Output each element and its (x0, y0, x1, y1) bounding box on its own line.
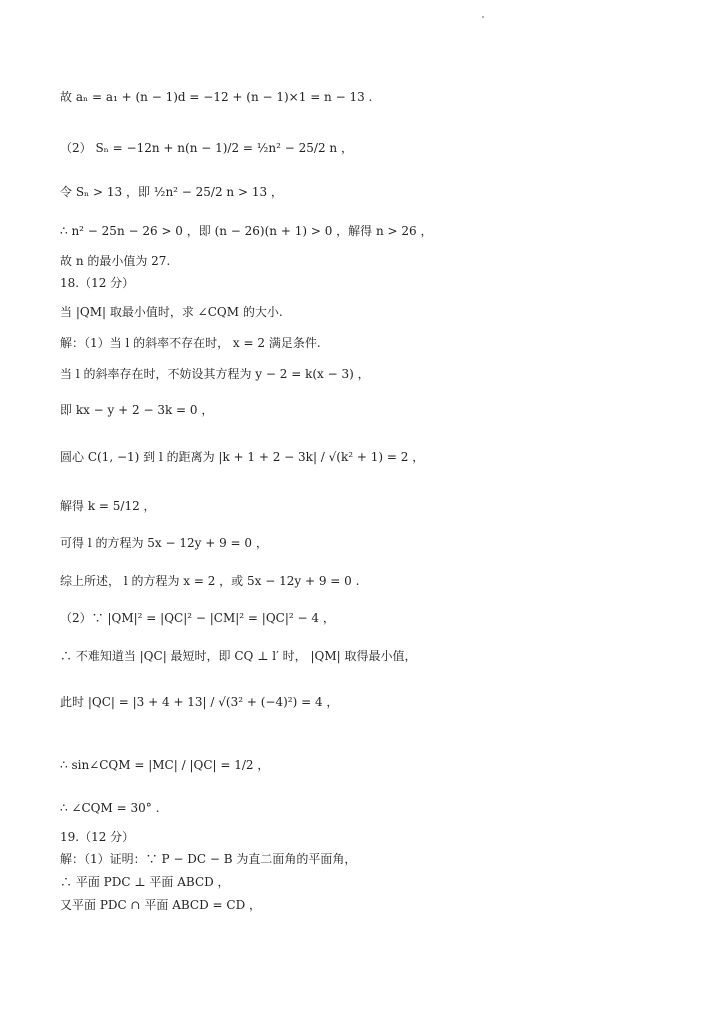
line-l-equation: 可得 l 的方程为 5x − 12y + 9 = 0 ， (60, 536, 268, 550)
line-distance: 圆心 C(1, −1) 到 l 的距离为 |k + 1 + 2 − 3k| / √(k² + 1) = 2 ， (60, 450, 425, 464)
line-solution-1: 解：（1）当 l 的斜率不存在时， x = 2 满足条件. (60, 336, 321, 350)
line-qm-question: 当 |QM| 取最小值时，求 ∠CQM 的大小. (60, 305, 283, 319)
line-sn-inequality: 令 Sₙ > 13 ，即 ½n² − 25/2 n > 13 ， (60, 185, 283, 199)
line-k-value: 解得 k = 5/12 ， (60, 499, 156, 513)
page-dot (482, 16, 484, 18)
problem-19-heading: 19.（12 分） (60, 830, 135, 844)
line-sn-formula: （2） Sₙ = −12n + n(n − 1)/2 = ½n² − 25/2 n ， (60, 141, 353, 155)
line-plane-intersect: 又平面 PDC ∩ 平面 ABCD = CD ， (60, 898, 262, 912)
line-qc-value: 此时 |QC| = |3 + 4 + 13| / √(3² + (−4)²) = 4 ， (60, 695, 339, 709)
line-summary: 综上所述， l 的方程为 x = 2 ，或 5x − 12y + 9 = 0 . (60, 574, 360, 588)
line-line-eq: 即 kx − y + 2 − 3k = 0 ， (60, 403, 214, 417)
line-plane-perp: ∴ 平面 PDC ⊥ 平面 ABCD ， (60, 875, 230, 889)
line-angle-result: ∴ ∠CQM = 30° . (60, 801, 160, 815)
problem-18-heading: 18.（12 分） (60, 276, 135, 290)
line-sin-cqm: ∴ sin∠CQM = |MC| / |QC| = 1/2 ， (60, 758, 270, 772)
line-part2-qm: （2）∵ |QM|² = |QC|² − |CM|² = |QC|² − 4 ， (60, 611, 335, 625)
line-proof-start: 解：（1）证明：∵ P − DC − B 为直二面角的平面角， (60, 852, 357, 866)
line-min-n: 故 n 的最小值为 27. (60, 254, 171, 268)
line-quadratic: ∴ n² − 25n − 26 > 0 ，即 (n − 26)(n + 1) > 0 ，解得 n > 26 ， (60, 224, 433, 238)
line-slope-exists: 当 l 的斜率存在时，不妨设其方程为 y − 2 = k(x − 3) ， (60, 367, 370, 381)
line-qc-shortest: ∴ 不难知道当 |QC| 最短时，即 CQ ⊥ l′ 时， |QM| 取得最小值， (60, 649, 417, 663)
line-an-formula: 故 aₙ = a₁ + (n − 1)d = −12 + (n − 1)×1 = n − 13 . (60, 90, 373, 104)
